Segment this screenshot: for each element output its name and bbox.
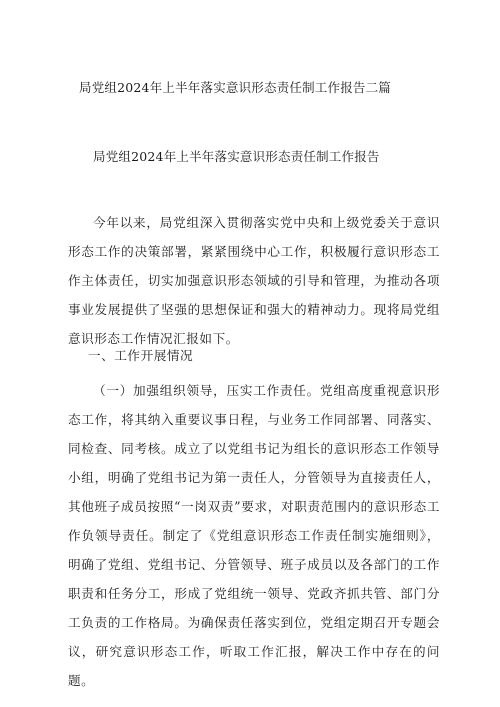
intro-paragraph: 今年以来，局党组深入贯彻落实党中央和上级党委关于意识形态工作的决策部署，紧紧围绕中心工作，积极履行意识形态工作主体责任，切实加强意识形态领域的引导和管理，为推动各项事业发展提供了坚强的思想保证和强大的精神动力。现将局党组意识形态工作情况汇报如下。 [68,215,440,346]
section-paragraph: （一）加强组织领导，压实工作责任。党组高度重视意识形态工作，将其纳入重要议事日程，与业务工作同部署、同落实、同检查、同考核。成立了以党组书记为组长的意识形态工作领导小组，明确了党组书记为第一责任人，分管领导为直接责任人，其他班子成员按照“一岗双责”要求，对职责范围内的意识形态工作负领导责任。制定了《党组意识形态工作责任制实施细则》，明确了党组、党组书记、分管领导、班子成员以及各部门的工作职责和任务分工，形成了党组统一领导、党政齐抓共管、部门分工负责的工作格局。为确保责任落实到位，党组定期召开专题会议，研究意识形态工作，听取工作汇报，解决工作中存在的问题。 [68,383,440,688]
document-title: 局党组2024年上半年落实意识形态责任制工作报告二篇 [79,80,392,95]
section-heading: 一、工作开展情况 [88,348,194,363]
report-title: 局党组2024年上半年落实意识形态责任制工作报告 [93,149,380,164]
